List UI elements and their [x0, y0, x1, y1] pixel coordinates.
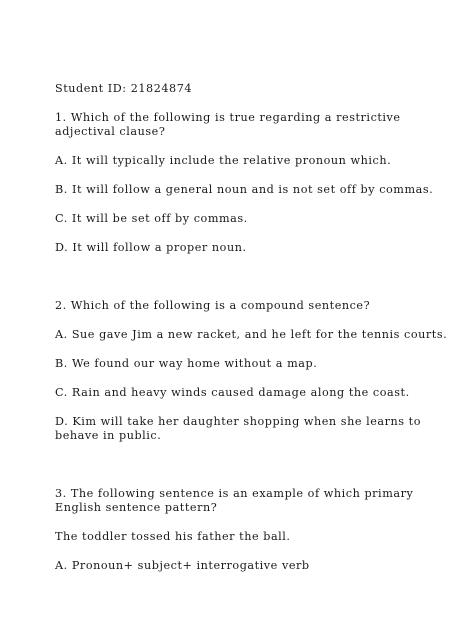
question-2-text: 2. Which of the following is a compound sentence?: [55, 299, 371, 312]
question-3-example-sentence: The toddler tossed his father the ball.: [55, 530, 291, 543]
question-2-option-a: A. Sue gave Jim a new racket, and he left for the tennis courts.: [55, 328, 448, 341]
question-1-option-d: D. It will follow a proper noun.: [55, 241, 247, 254]
question-3-option-a: A. Pronoun+ subject+ interrogative verb: [55, 559, 310, 572]
question-1-option-a: A. It will typically include the relative pronoun which.: [55, 154, 392, 167]
student-id: Student ID: 21824874: [55, 82, 193, 95]
question-3-text-cont: English sentence pattern?: [55, 501, 218, 514]
question-1-text: 1. Which of the following is true regarding a restrictive: [55, 111, 401, 124]
question-2-option-b: B. We found our way home without a map.: [55, 357, 318, 370]
question-1-option-c: C. It will be set off by commas.: [55, 212, 248, 225]
question-3-text: 3. The following sentence is an example of which primary: [55, 487, 414, 500]
question-2-option-d-cont: behave in public.: [55, 429, 162, 442]
question-2-option-d: D. Kim will take her daughter shopping when she learns to: [55, 415, 422, 428]
question-2-option-c: C. Rain and heavy winds caused damage along the coast.: [55, 386, 410, 399]
question-1-option-b: B. It will follow a general noun and is not set off by commas.: [55, 183, 434, 196]
question-1-text-cont: adjectival clause?: [55, 125, 166, 138]
